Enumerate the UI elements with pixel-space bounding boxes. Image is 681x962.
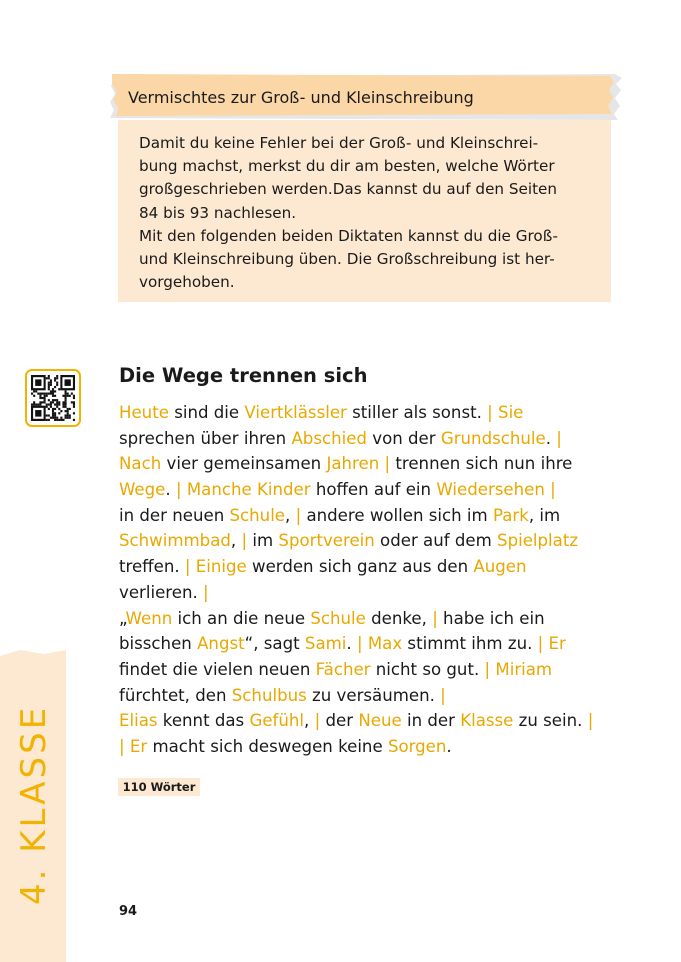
highlighted-word: Wenn [125,608,173,628]
highlighted-word: Neue [358,711,402,731]
dictation-separator: | [484,659,491,679]
dictation-text-segment: andere wollen sich im [301,505,493,525]
dictation-text-segment: sprechen über ihren [119,428,292,448]
highlighted-word: Er [548,634,566,654]
dictation-text-segment: treffen. [119,557,185,577]
dictation-line [119,606,619,632]
dictation-text-segment: kennt das [157,711,250,731]
highlighted-word: Schulbus [231,685,307,705]
dictation-separator: | [314,711,321,731]
dictation-text-segment: der [320,711,359,731]
dictation-text-segment: von der [366,428,441,448]
word-count-badge: 110 Wörter [118,778,200,796]
dictation-text-segment: nicht so gut. [370,659,485,679]
dictation-line [119,426,619,452]
highlighted-word: Grundschule [440,428,546,448]
dictation-text-segment: . [545,428,557,448]
dictation-text-segment: in der [401,711,461,731]
highlighted-word: Sie [498,403,524,422]
info-line: Mit den folgenden beiden Diktaten kannst du die Groß- [139,226,559,245]
dictation-line [119,734,619,760]
section-banner [110,74,622,120]
dictation-title: Die Wege trennen sich [119,364,368,387]
dictation-line [119,503,619,529]
highlighted-word: Abschied [291,428,367,448]
dictation-line [119,683,619,709]
highlighted-word: Kinder [256,480,311,500]
highlighted-word: Sami [304,634,347,654]
highlighted-word: Nach [119,454,162,474]
dictation-separator: | [384,454,391,474]
highlighted-word: Einige [195,557,247,577]
dictation-text-segment: zu sein. [513,711,588,731]
highlighted-word: Spielplatz [497,531,579,551]
dictation-text-segment: , [230,531,242,551]
dictation-separator: | [537,634,544,654]
dictation-text-segment: . [346,634,357,654]
dictation-line [119,631,619,657]
dictation-separator: | [184,557,191,577]
highlighted-word: Sorgen [387,736,447,756]
dictation-text-segment: , [285,505,296,525]
dictation-line [119,400,619,426]
dictation-text-segment: trennen sich nun ihre [390,454,573,474]
dictation-separator: | [203,582,209,602]
dictation-text-segment: vier gemeinsamen [161,454,327,474]
highlighted-word: Miriam [495,659,553,679]
info-text [139,132,609,294]
dictation-line [119,477,619,503]
dictation-separator: | [556,428,562,448]
highlighted-word: Wiedersehen [436,480,545,500]
highlighted-word: Manche [186,480,252,500]
dictation-text-segment: denke, [365,608,433,628]
dictation-text-segment: “, sagt [244,634,305,654]
dictation-text-segment: habe ich ein [437,608,545,628]
highlighted-word: Max [367,634,403,654]
dictation-text-segment: , im [528,505,561,525]
highlighted-word: Heute [119,403,169,422]
qr-code-icon[interactable] [25,369,81,427]
highlighted-word: Schule [310,608,366,628]
qr-code-graphic [31,375,75,421]
dictation-separator: | [440,685,446,705]
info-line: großgeschrieben werden.Das kannst du auf den Seiten [139,180,557,199]
info-line: vorgehoben. [139,273,235,292]
dictation-text-segment: hoffen auf ein [310,480,437,500]
dictation-separator: | [587,711,594,731]
dictation-text-segment: stiller als sonst. [346,403,488,422]
dictation-separator: | [356,634,363,654]
highlighted-word: Angst [197,634,245,654]
highlighted-word: Wege [119,480,166,500]
highlighted-word: Elias [119,711,158,731]
dictation-text-segment: sind die [168,403,245,422]
dictation-line [119,708,619,734]
dictation-text-segment: fürchtet, den [119,685,232,705]
info-box [118,120,611,302]
dictation-separator: | [175,480,182,500]
highlighted-word: Fächer [315,659,371,679]
highlighted-word: Sportverein [278,531,375,551]
dictation-line [119,657,619,683]
grade-label: 4. KLASSE [14,704,54,905]
dictation-separator: | [550,480,556,500]
dictation-line [119,554,619,580]
info-line: 84 bis 93 nachlesen. [139,203,297,222]
dictation-text-segment: zu versäumen. [306,685,441,705]
highlighted-word: Er [129,736,148,756]
highlighted-word: Augen [473,557,527,577]
dictation-text-segment: in der neuen [119,505,230,525]
dictation-text-segment: bisschen [119,634,198,654]
dictation-separator: | [432,608,438,628]
dictation-text [119,400,619,760]
info-line: und Kleinschreibung üben. Die Großschreibung ist her- [139,250,555,269]
dictation-text-segment: im [247,531,279,551]
info-line: bung machst, merkst du dir am besten, welche Wörter [139,157,555,176]
dictation-text-segment: stimmt ihm zu. [402,634,538,654]
highlighted-word: Jahren [326,454,380,474]
dictation-text-segment: macht sich deswegen keine [147,736,388,756]
dictation-separator: | [487,403,493,422]
highlighted-word: Viertklässler [244,403,347,422]
info-line: Damit du keine Fehler bei der Groß- und Kleinschrei- [139,134,539,152]
dictation-line [119,580,619,606]
dictation-text-segment: werden sich ganz aus den [246,557,474,577]
highlighted-word: Klasse [460,711,514,731]
dictation-text-segment: verlieren. [119,582,204,602]
highlighted-word: Park [492,505,529,525]
page-number: 94 [119,904,138,919]
dictation-text-segment: oder auf dem [374,531,498,551]
highlighted-word: Schwimmbad [119,531,231,551]
dictation-text-segment: „ [119,608,126,628]
dictation-separator: | [119,736,125,756]
highlighted-word: Gefühl [249,711,305,731]
dictation-text-segment: . [165,480,176,500]
dictation-line [119,528,619,554]
dictation-separator: | [241,531,248,551]
dictation-separator: | [295,505,302,525]
dictation-text-segment: findet die vielen neuen [119,659,316,679]
dictation-line [119,451,619,477]
banner-title: Vermischtes zur Groß- und Kleinschreibung [128,88,474,107]
highlighted-word: Schule [229,505,286,525]
dictation-text-segment: . [446,736,452,756]
dictation-text-segment: , [304,711,315,731]
dictation-text-segment: ich an die neue [172,608,311,628]
